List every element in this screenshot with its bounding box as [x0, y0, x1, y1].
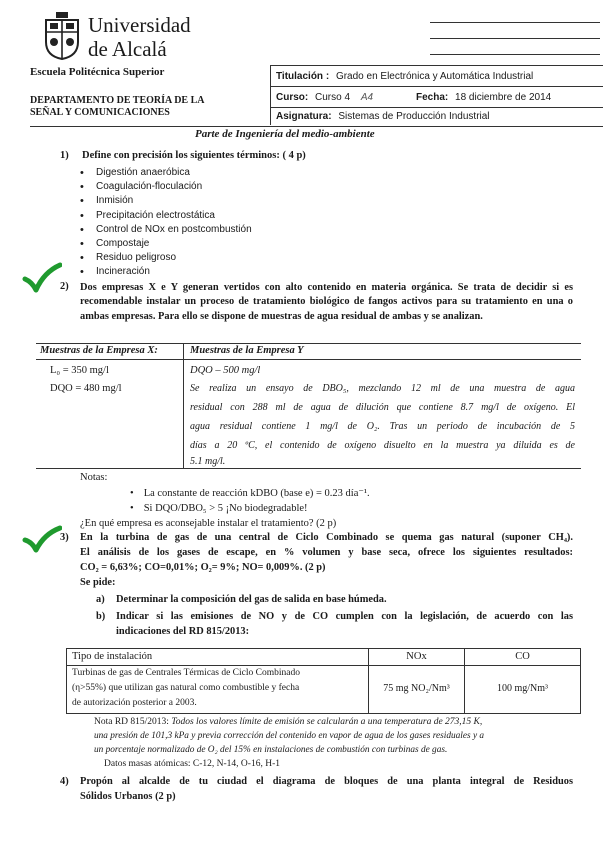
q3-line3: CO₂ = 6,63%; CO=0,01%; O₂= 9%; NO= 0,009%. (2 p) [80, 562, 326, 573]
table-border-top [36, 343, 581, 344]
rd-note-line [94, 717, 482, 727]
q3-item-a-text: Determinar la composición del gas de salida en base húmeda. [116, 594, 387, 605]
q4-line2: Sólidos Urbanos (2 p) [80, 791, 176, 802]
curso-value: Curso 4 [315, 92, 351, 103]
q2-text: Dos empresas X e Y generan vertidos con alto contenido en materia orgánica. Se trata de decidir si es recomendable instalar un proceso de tratamiento biológico de fangos activos para su tratamiento en una o ambas empresas. Para ello se dispone de muestras de agua residual de ambas y se analizan. [80, 282, 573, 322]
header-frame-top [270, 65, 603, 66]
table-column-divider [183, 343, 184, 469]
y-text-line: Se realiza un ensayo de DBO₅, mezclando 12 ml de una muestra de agua [190, 383, 575, 394]
curso-row [276, 92, 373, 103]
list-item: • Digestión anaeróbica [80, 166, 252, 180]
q4-number: 4) [60, 776, 69, 787]
samples-table [36, 343, 581, 469]
tipo-cell-line: Turbinas de gas de Centrales Térmicas de Ciclo Combinado [72, 668, 300, 678]
bullet-icon: • [130, 503, 134, 514]
table-border-right [580, 648, 581, 714]
x-dqo-value: DQO = 480 mg/l [50, 383, 122, 394]
section-title: Parte de Ingeniería del medio-ambiente [195, 128, 375, 140]
tipo-cell-line: (η>55%) que utilizan gas natural como combustible y fecha [72, 683, 300, 693]
q4-line1: Propón al alcalde de tu ciudad el diagrama de bloques de una planta integral de Residuos [80, 776, 573, 787]
asignatura-row [276, 111, 490, 122]
y-text-line: días a 20 ºC, el contenido de oxígeno disuelto en la muestra ya diluida es de [190, 440, 575, 451]
department-line1: DEPARTAMENTO DE TEORÍA DE LA [30, 95, 205, 106]
rd-note-text: una presión de 101,3 kPa y previa corrección del contenido en vapor de agua de los gases residuales y a [94, 731, 485, 741]
q1-term-list [80, 166, 252, 280]
university-crest-icon [42, 12, 82, 60]
asignatura-label: Asignatura: [276, 111, 332, 122]
q1-text: Define con precisión los siguientes términos: ( 4 p) [82, 150, 306, 161]
checkmark-icon [22, 262, 62, 294]
co-value: 100 mg/Nm³ [496, 683, 549, 694]
q2-number: 2) [60, 281, 69, 292]
rd-note-label: Nota RD 815/2013: [94, 717, 169, 727]
table-border-header [36, 359, 581, 360]
rd-note-text: un porcentaje normalizado de O₂ del 15% en instalaciones de combustión con turbinas de gas. [94, 745, 448, 755]
signature-line [430, 22, 600, 23]
table-border-bottom [66, 713, 581, 714]
q3-item-b-text-line1: Indicar si las emisiones de NO y de CO cumplen con la legislación, de acuerdo con las [116, 611, 573, 622]
university-name-line2: de Alcalá [88, 37, 167, 61]
list-item: • Incineración [80, 265, 252, 279]
checkmark-icon [22, 525, 62, 553]
note-item [130, 503, 308, 514]
list-item: • Control de NOx en postcombustión [80, 223, 252, 237]
col-co-header: CO [515, 651, 530, 662]
fecha-value: 18 diciembre de 2014 [455, 92, 552, 103]
header-divider [270, 107, 603, 108]
y-text-line: agua residual contiene 1 mg/l de O₂. Tras un periodo de incubación de 5 [190, 421, 575, 432]
tipo-cell-line: de autorización posterior a 2003. [72, 698, 197, 708]
titulacion-label: Titulación : [276, 71, 330, 82]
col-nox-header: NOx [406, 651, 427, 662]
list-item: • Residuo peligroso [80, 251, 252, 265]
table-border-bottom [36, 468, 581, 469]
bullet-icon: • [130, 488, 134, 499]
table-border-left [66, 648, 67, 714]
curso-handwritten-note: A4 [360, 92, 374, 103]
y-text-line: residual con 288 ml de agua de dilución que contiene 8.7 mg/l de oxígeno. El [190, 402, 575, 413]
curso-label: Curso: [276, 92, 309, 103]
rd-note-text: Todos los valores límite de emisión se calcularán a una temperatura de 273,15 K, [171, 717, 483, 727]
list-item: • Coagulación-floculación [80, 180, 252, 194]
q1-number: 1) [60, 150, 69, 161]
note-text: La constante de reacción kDBO (base e) = 0.23 día⁻¹. [143, 488, 370, 499]
department-line2: SEÑAL Y COMUNICACIONES [30, 107, 170, 118]
emissions-table [66, 648, 581, 714]
note-text: Si DQO/DBO₅ > 5 ¡No biodegradable! [143, 503, 308, 514]
list-item: • Compostaje [80, 237, 252, 251]
q3-item-b-label: b) [96, 611, 106, 622]
header-rule [30, 126, 603, 127]
q2-question: ¿En qué empresa es aconsejable instalar el tratamiento? (2 p) [80, 518, 337, 529]
note-item [130, 487, 370, 499]
signature-line [430, 54, 600, 55]
q3-item-b-text-line2: indicaciones del RD 815/2013: [116, 626, 250, 637]
table-border-header [66, 665, 581, 666]
x-l0-value: L₀ = 350 mg/l [50, 365, 109, 376]
university-name-line1: Universidad [88, 13, 191, 37]
list-item: • Precipitación electrostática [80, 209, 252, 223]
q3-line1: En la turbina de gas de una central de Ciclo Combinado se quema gas natural (suponer CH₄). [80, 532, 573, 543]
y-text-line: 5.1 mg/l. [190, 456, 226, 467]
titulacion-row [276, 71, 533, 82]
col-y-header: Muestras de la Empresa Y [190, 345, 304, 356]
atomic-masses: Datos masas atómicas: C-12, N-14, O-16, H-1 [104, 759, 280, 769]
q3-number: 3) [60, 532, 69, 543]
school-name: Escuela Politécnica Superior [30, 66, 165, 78]
table-border-top [66, 648, 581, 649]
asignatura-value: Sistemas de Producción Industrial [338, 111, 490, 122]
q3-item-a-label: a) [96, 594, 105, 605]
titulacion-value: Grado en Electrónica y Automática Industrial [335, 71, 534, 82]
header-divider [270, 86, 603, 87]
q3-se-pide: Se pide: [80, 577, 116, 588]
nox-value: 75 mg NO₂/Nm³ [383, 683, 450, 694]
q3-line2: El análisis de los gases de escape, en % volumen y base seca, ofrece los siguientes resultados: [80, 547, 573, 558]
fecha-row [416, 92, 551, 103]
col-tipo-header: Tipo de instalación [72, 651, 153, 662]
col-x-header: Muestras de la Empresa X: [40, 345, 158, 356]
y-dqo-value: DQO – 500 mg/l [190, 365, 261, 376]
notes-label: Notas: [80, 472, 108, 483]
header-frame-left [270, 65, 271, 125]
signature-line [430, 38, 600, 39]
list-item: • Inmisión [80, 194, 252, 208]
fecha-label: Fecha: [416, 92, 449, 103]
